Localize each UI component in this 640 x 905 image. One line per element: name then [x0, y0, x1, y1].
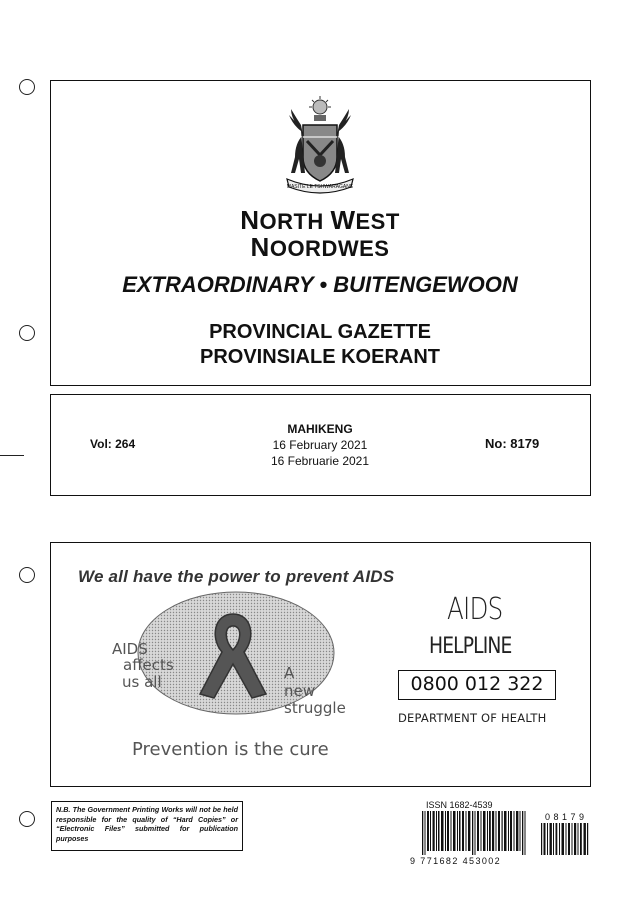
- punch-hole-1: [19, 79, 35, 95]
- ad-heading: We all have the power to prevent AIDS: [78, 567, 395, 586]
- issue-barcode: [540, 823, 590, 855]
- ad-right-line1: A: [284, 664, 295, 682]
- volume-label: Vol: 264: [90, 437, 136, 451]
- issue-digits: 0 8 1 7 9: [545, 812, 585, 822]
- gazette-title-en: PROVINCIAL GAZETTE: [209, 321, 431, 343]
- coat-of-arms-icon: [265, 95, 375, 195]
- red-ribbon-icon: [192, 608, 274, 702]
- ad-right-line3: struggle: [284, 699, 346, 717]
- edition-title: EXTRAORDINARY • BUITENGEWOON: [122, 272, 518, 297]
- ad-left-line1: AIDS: [112, 640, 148, 658]
- department-label: DEPARTMENT OF HEALTH: [398, 711, 547, 725]
- issue-date-af: 16 Februarie 2021: [270, 454, 370, 468]
- nb-disclaimer: N.B. The Government Printing Works will not be held responsible for the quality of “Hard Copies” or “Electronic Files” submitted for publication purposes: [51, 801, 243, 851]
- punch-hole-2: [19, 325, 35, 341]
- ad-left-line2: affects: [123, 656, 174, 674]
- issn-label: ISSN 1682-4539: [426, 800, 493, 810]
- issue-date-en: 16 February 2021: [272, 438, 368, 452]
- ad-left-line3: us all: [122, 673, 162, 691]
- helpline-sub: HELPLINE: [429, 634, 512, 659]
- ad-right-line2: new: [284, 682, 316, 700]
- isbn-barcode: [420, 811, 530, 855]
- gazette-title-af: PROVINSIALE KOERANT: [199, 346, 441, 368]
- ad-slogan: Prevention is the cure: [132, 739, 329, 760]
- issue-details: [200, 421, 440, 469]
- barcode-digits: 9 771682 453002: [410, 856, 502, 866]
- region-title-af: NOORDWES: [250, 232, 390, 262]
- crest-motto: MASITE LE TSHWARAGANE: [286, 184, 354, 190]
- issue-city: MAHIKENG: [287, 422, 353, 436]
- region-title-en: NORTH WEST: [240, 205, 400, 235]
- helpline-phone: 0800 012 322: [410, 673, 544, 695]
- fold-mark: [0, 455, 24, 456]
- punch-hole-3: [19, 567, 35, 583]
- punch-hole-4: [19, 811, 35, 827]
- helpline-title: AIDS: [447, 592, 503, 627]
- issue-number: No: 8179: [485, 436, 540, 451]
